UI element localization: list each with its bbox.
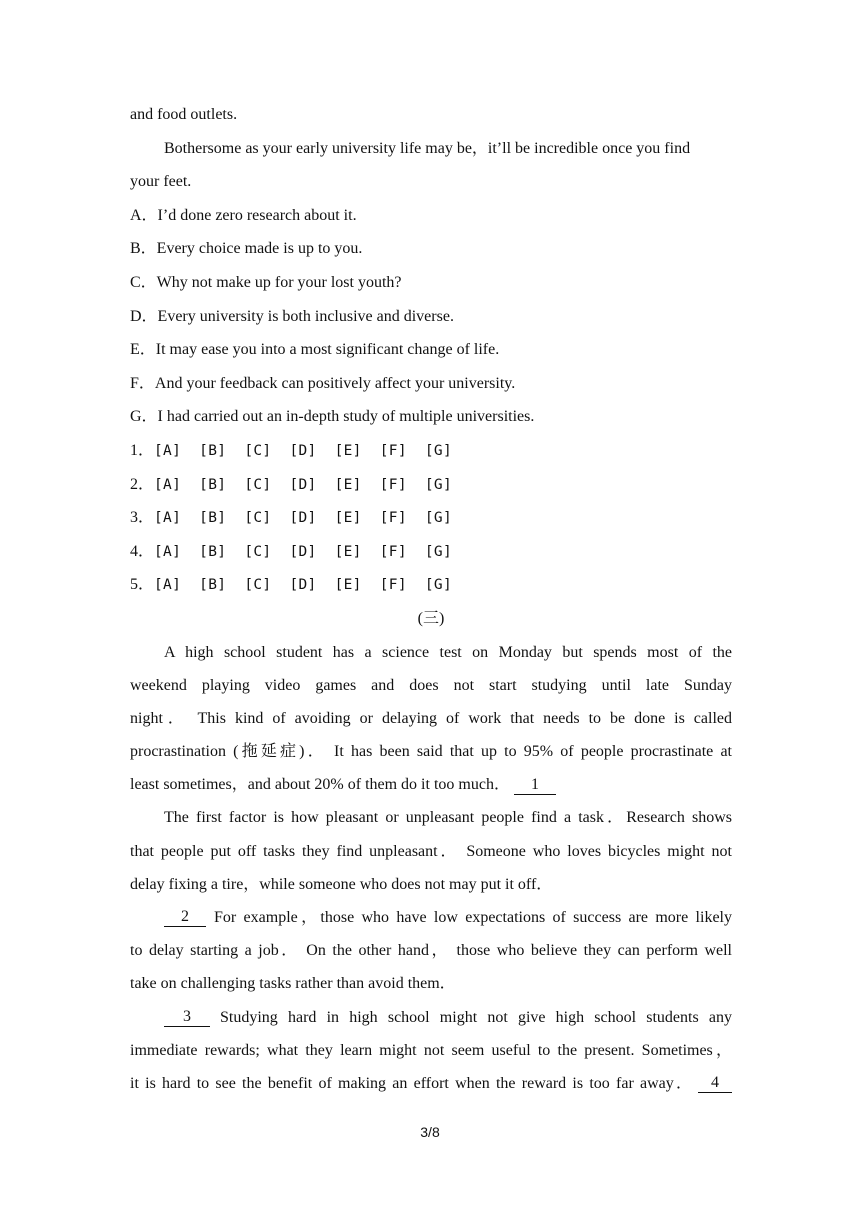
- passage-text-line: delay fixing a tire，while someone who does not may put it off．: [130, 875, 553, 893]
- option-b: B．Every choice made is up to you.: [130, 240, 363, 258]
- passage-text-line: A high school student has a science test on Monday but spends most of the: [164, 643, 732, 661]
- answer-number: 1．: [130, 441, 155, 459]
- passage-text: least sometimes，and about 20% of them do it too much．: [130, 776, 510, 794]
- option-a: A．I’d done zero research about it.: [130, 206, 357, 224]
- answer-number: 5．: [130, 576, 155, 594]
- answer-row: [130, 568, 732, 602]
- passage-text-line: [130, 901, 732, 934]
- option-g: G．I had carried out an in-depth study of multiple universities.: [130, 408, 535, 426]
- answer-number: 2．: [130, 475, 155, 493]
- passage-3: [130, 636, 732, 1101]
- passage-text-line: The first factor is how pleasant or unpleasant people find a task．Research shows: [164, 809, 732, 827]
- passage-text-line: that people put off tasks they find unpleasant． Someone who loves bicycles might not: [130, 842, 732, 860]
- answer-number: 4．: [130, 542, 155, 560]
- passage-text-line: weekend playing video games and does not start studying until late Sunday: [130, 676, 732, 694]
- passage-text-line: procrastination (拖延症)． It has been said that up to 95% of people procrastinate at: [130, 743, 732, 761]
- answer-choices[interactable]: [A] [B] [C] [D] [E] [F] [G]: [154, 476, 452, 493]
- passage-text: For example，those who have low expectations of success are more likely: [214, 909, 732, 926]
- answer-choices[interactable]: [A] [B] [C] [D] [E] [F] [G]: [154, 543, 452, 560]
- answer-row: [130, 434, 732, 468]
- option-list: [130, 199, 732, 434]
- blank-3[interactable]: 3: [164, 1008, 210, 1027]
- blank-4[interactable]: 4: [698, 1074, 732, 1093]
- answer-number: 3．: [130, 509, 155, 527]
- blank-2[interactable]: 2: [164, 908, 206, 927]
- blank-1[interactable]: 1: [514, 776, 556, 795]
- option-c: C．Why not make up for your lost youth?: [130, 273, 402, 291]
- option-f: F．And your feedback can positively affect your university.: [130, 374, 516, 392]
- answer-choices[interactable]: [A] [B] [C] [D] [E] [F] [G]: [154, 442, 452, 459]
- section-heading: (三): [417, 609, 445, 627]
- page-content: [130, 98, 732, 1100]
- passage-text: Studying hard in high school might not give high school students any: [220, 1008, 732, 1026]
- passage-text-line: immediate rewards; what they learn might not seem useful to the present. Sometimes，: [130, 1041, 732, 1059]
- page-number: 3/8: [420, 1124, 440, 1140]
- answer-row: [130, 535, 732, 569]
- passage-text-line: [130, 768, 732, 801]
- passage-text-line: and food outlets.: [130, 106, 238, 123]
- answer-row: [130, 501, 732, 535]
- passage-text-line: to delay starting a job． On the other hand， those who believe they can perform well: [130, 942, 733, 960]
- passage-text: it is hard to see the benefit of making an effort when the reward is too far away．: [130, 1074, 692, 1092]
- answer-row: [130, 468, 732, 502]
- passage-text-line: [130, 1067, 732, 1100]
- answer-choices[interactable]: [A] [B] [C] [D] [E] [F] [G]: [154, 510, 452, 527]
- option-d: D．Every university is both inclusive and diverse.: [130, 307, 454, 325]
- answer-choices[interactable]: [A] [B] [C] [D] [E] [F] [G]: [154, 577, 452, 594]
- answer-grid: [130, 434, 732, 602]
- passage-text-line: night． This kind of avoiding or delaying of work that needs to be done is called: [130, 709, 732, 727]
- option-e: E．It may ease you into a most significant change of life.: [130, 341, 500, 359]
- passage-text-line: take on challenging tasks rather than avoid them．: [130, 975, 456, 993]
- passage-text-line: your feet.: [130, 173, 192, 191]
- passage-text-line: [130, 1001, 732, 1034]
- passage-text-line: Bothersome as your early university life may be，it’ll be incredible once you find: [164, 139, 691, 157]
